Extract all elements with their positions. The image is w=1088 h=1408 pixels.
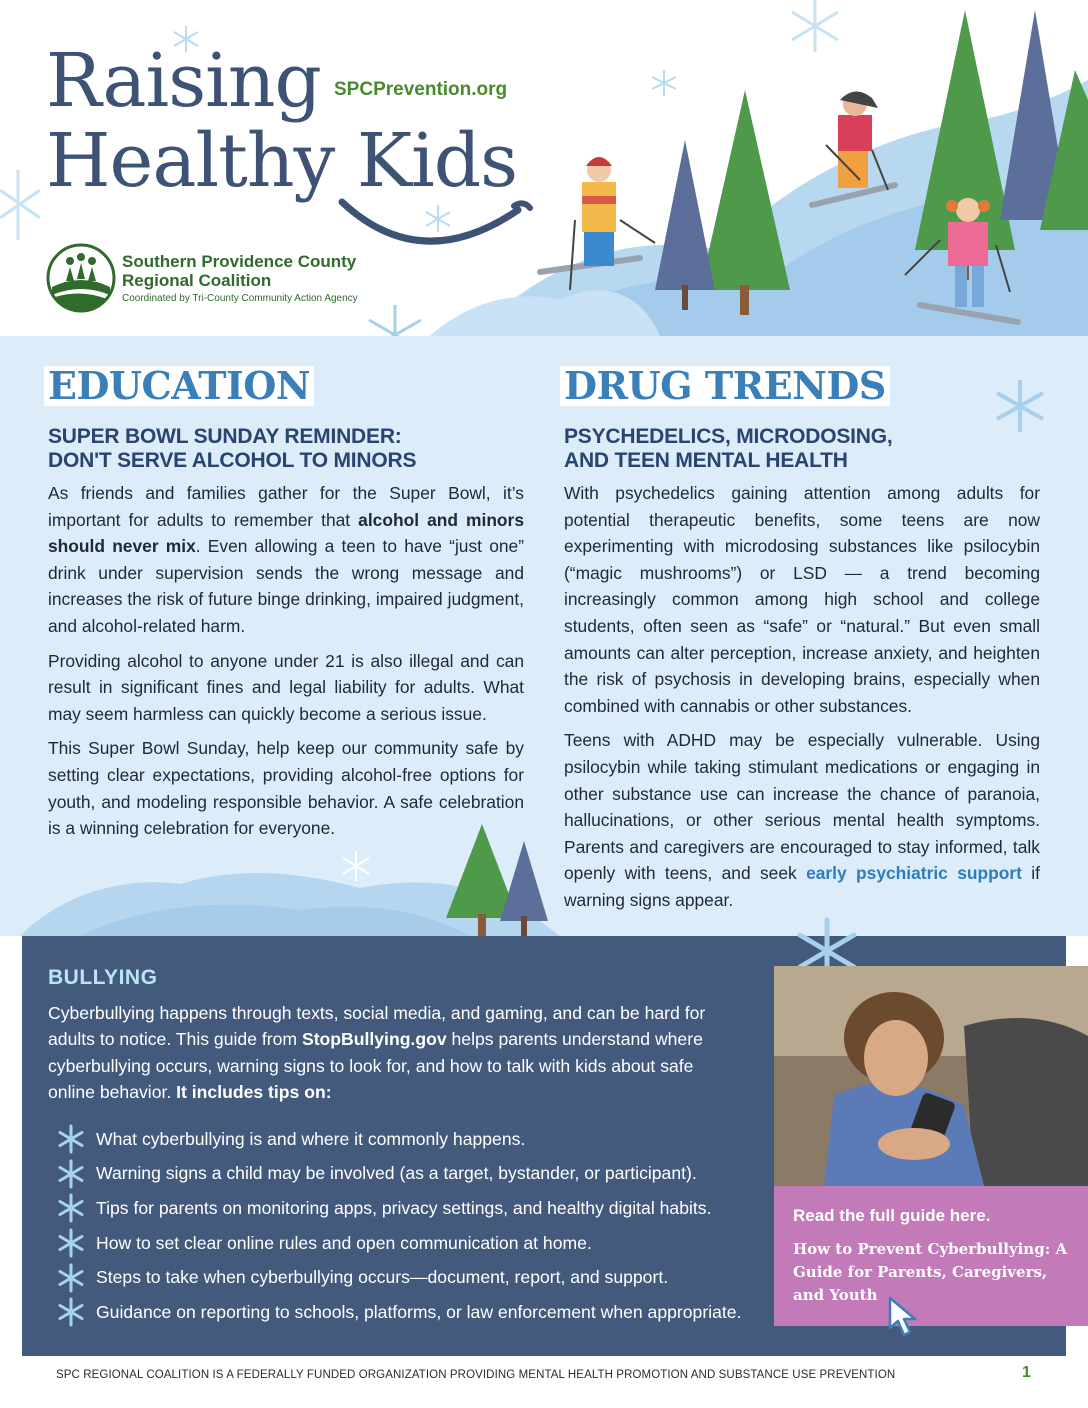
coalition-emblem-icon bbox=[46, 243, 116, 313]
bullying-intro: Cyberbullying happens through texts, social media, and gaming, and can be hard for adults to notice. This guide from StopBullying.gov helps parents understand where cyberbullying occurs, warning signs to look for, and how to talk with kids about safe online behavior. It includes tips on: bbox=[48, 1003, 706, 1103]
website-link[interactable]: SPCPrevention.org bbox=[334, 79, 508, 100]
drug-trends-article-body bbox=[564, 480, 1040, 922]
drug-trends-section-title: DRUG TRENDS bbox=[560, 366, 890, 406]
snowflake-bullet-icon bbox=[56, 1193, 86, 1223]
full-guide-callout[interactable] bbox=[774, 1186, 1088, 1326]
list-item: Warning signs a child may be involved (as a target, bystander, or participant). bbox=[56, 1157, 756, 1192]
snowflake-bullet-icon bbox=[56, 1297, 86, 1327]
education-section-title: EDUCATION bbox=[44, 366, 314, 406]
guide-lead-text: Read the full guide here. bbox=[793, 1206, 991, 1225]
education-paragraph-1: As friends and families gather for the Super Bowl, it’s important for adults to remember that alcohol and minors should never mix. Even allowing a teen to have “just one” drink under supervision sends the wrong message and increases the risk of future binge drinking, impaired judgment, and alcohol-related harm. bbox=[48, 483, 525, 636]
education-headline-line1: SUPER BOWL SUNDAY REMINDER: bbox=[48, 425, 402, 448]
list-item: Guidance on reporting to schools, platforms, or law enforcement when appropriate. bbox=[56, 1295, 756, 1330]
newsletter-title-line2: Healthy Kids bbox=[46, 118, 518, 204]
pointer-cursor-icon bbox=[886, 1296, 920, 1338]
drug-trends-paragraph-1: With psychedelics gaining attention among adults for potential therapeutic benefits, some teens are now experimenting with microdosing substances like psilocybin (“magic mushrooms”) or LSD — a trend becoming increasingly common among high school and college students, often seen as “safe” or “natural.” But even small amounts can alter perception, increase anxiety, and heighten the risk of psychosis in developing brains, especially when combined with cannabis or other substances. bbox=[564, 483, 1040, 716]
coalition-name-line2: Regional Coalition bbox=[122, 271, 272, 290]
education-article-body bbox=[48, 480, 524, 850]
education-headline-line2: DON'T SERVE ALCOHOL TO MINORS bbox=[48, 449, 417, 472]
coalition-name-line1: Southern Providence County bbox=[122, 252, 357, 271]
page-number: 1 bbox=[1022, 1364, 1031, 1381]
snowflake-icon bbox=[0, 170, 40, 240]
snowflake-bullet-icon bbox=[56, 1228, 86, 1258]
list-item: How to set clear online rules and open communication at home. bbox=[56, 1226, 756, 1261]
snowflake-icon bbox=[997, 380, 1043, 432]
drug-trends-headline-line2: AND TEEN MENTAL HEALTH bbox=[564, 449, 848, 472]
teen-phone-image bbox=[774, 966, 1088, 1186]
education-paragraph-2: Providing alcohol to anyone under 21 is also illegal and can result in significant fines and legal liability for adults. What may seem harmless can quickly become a serious issue. bbox=[48, 650, 524, 724]
psychiatric-support-link[interactable]: early psychiatric support bbox=[806, 863, 1022, 884]
guide-title-link[interactable]: How to Prevent Cyberbullying: A Guide for Parents, Caregivers, and Youth bbox=[793, 1240, 1068, 1304]
footer-disclaimer: SPC REGIONAL COALITION IS A FEDERALLY FUNDED ORGANIZATION PROVIDING MENTAL HEALTH PROMOTION AND SUBSTANCE USE PREVENTION bbox=[56, 1369, 896, 1381]
snowflake-bullet-icon bbox=[56, 1263, 86, 1293]
list-item: Steps to take when cyberbullying occurs—document, report, and support. bbox=[56, 1260, 756, 1295]
teen-with-phone-photo bbox=[774, 966, 1088, 1186]
list-item: Tips for parents on monitoring apps, privacy settings, and healthy digital habits. bbox=[56, 1191, 756, 1226]
drug-trends-headline-line1: PSYCHEDELICS, MICRODOSING, bbox=[564, 425, 893, 448]
newsletter-title-line1: Raising bbox=[46, 38, 321, 124]
coalition-logo bbox=[46, 243, 376, 315]
pine-tree-icon bbox=[655, 140, 715, 310]
articles-panel bbox=[0, 336, 1088, 936]
coalition-tagline: Coordinated by Tri-County Community Action Agency bbox=[122, 293, 358, 304]
snowflake-bullet-icon bbox=[56, 1159, 86, 1189]
smile-underline-icon bbox=[336, 186, 536, 250]
bullying-section-title: BULLYING bbox=[48, 966, 158, 989]
snowflake-bullet-icon bbox=[56, 1124, 86, 1154]
header-banner bbox=[0, 0, 1088, 336]
drug-trends-paragraph-2: Teens with ADHD may be especially vulnerable. Using psilocybin while taking stimulant medications or engaging in other substance use can increase the chance of paranoia, hallucinations, or other serious mental health symptoms. Parents and caregivers are encouraged to stay informed, talk openly with teens, and seek early psychiatric support if warning signs appear. bbox=[564, 730, 1040, 910]
stopbullying-source: StopBullying.gov bbox=[301, 1029, 447, 1050]
snowflake-icon bbox=[652, 70, 676, 96]
snowflake-icon bbox=[343, 851, 369, 881]
snowflake-icon bbox=[369, 305, 421, 336]
education-paragraph-3: This Super Bowl Sunday, help keep our community safe by setting clear expectations, providing alcohol-free options for youth, and modeling responsible behavior. A safe celebration is a winning celebration for everyone. bbox=[48, 738, 524, 839]
list-item: What cyberbullying is and where it commonly happens. bbox=[56, 1122, 756, 1157]
snowflake-icon bbox=[792, 0, 838, 52]
bullying-tips-list bbox=[56, 1122, 756, 1330]
